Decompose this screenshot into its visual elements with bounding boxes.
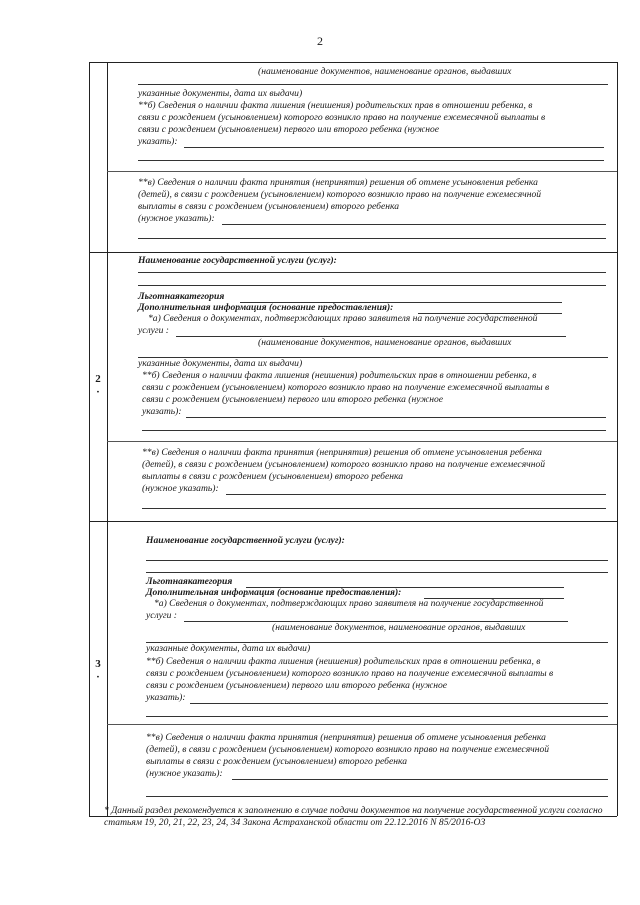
section-divider (107, 441, 617, 442)
category-label: Льготнаякатегория (138, 291, 225, 302)
clause-v-line: (нужное указать): (138, 213, 215, 224)
clause-b-answer-field[interactable] (142, 430, 606, 431)
service-name-label: Наименование государственной услуги (услуг): (146, 535, 345, 546)
clause-b-line: связи с рождением (усыновлением) первого или второго ребенка (нужное (142, 394, 444, 405)
clause-b-answer-field[interactable] (138, 160, 604, 161)
documents-line (138, 84, 608, 85)
clause-b-line: **б) Сведения о наличии факта лишения (неишения) родительских прав в отношении ребенка, в (138, 100, 533, 111)
clause-v-answer-field[interactable] (142, 508, 606, 509)
footnote: * Данный раздел рекомендуется к заполнению в случае подачи документов на получение государственной услуги согласно статьям 19, 20, 21, 22, 23, 24, 34 Закона Астраханской области от 22.12.2016 N 85/2016-ОЗ (104, 805, 603, 828)
clause-b-line: **б) Сведения о наличии факта лишения (неишения) родительских прав в отношении ребенка, в (142, 370, 537, 381)
documents-caption: (наименование документов, наименование органов, выдавших (272, 622, 526, 633)
documents-caption: (наименование документов, наименование органов, выдавших (258, 66, 512, 77)
clause-b-line: связи с рождением (усыновлением) которого возникло право на получение ежемесячной выплаты в (146, 668, 554, 679)
service-name-field[interactable] (146, 560, 608, 561)
clause-b-answer-field[interactable] (184, 147, 604, 148)
table-column-divider (107, 62, 108, 816)
row-number: 2 (95, 373, 101, 385)
clause-v-answer-field[interactable] (146, 796, 608, 797)
clause-v-line: (детей), в связи с рождением (усыновлением) которого возникло право на получение ежемесячной (142, 459, 546, 470)
clause-v-line: (нужное указать): (146, 768, 223, 779)
clause-b-line: связи с рождением (усыновлением) которого возникло право на получение ежемесячной выплаты в (138, 112, 546, 123)
row-divider (89, 521, 617, 522)
clause-v-answer-field[interactable] (226, 494, 606, 495)
documents-caption-end: указанные документы, дата их выдачи) (146, 643, 311, 654)
service-name-label: Наименование государственной услуги (услуг): (138, 255, 337, 266)
documents-caption: (наименование документов, наименование органов, выдавших (258, 337, 512, 348)
clause-v-line: выплаты в связи с рождением (усыновлением) второго ребенка (138, 201, 400, 212)
clause-b-line: указать): (146, 692, 186, 703)
page-number: 2 (317, 34, 323, 48)
service-name-field[interactable] (138, 285, 606, 286)
clause-a-line: услуги : (138, 325, 169, 336)
clause-a-line: *а) Сведения о документах, подтверждающих право заявителя на получение государственной (154, 598, 544, 609)
clause-b-line: связи с рождением (усыновлением) которого возникло право на получение ежемесячной выплаты в (142, 382, 550, 393)
clause-b-answer-field[interactable] (146, 716, 608, 717)
section-divider (107, 724, 617, 725)
clause-a-line: услуги : (146, 610, 177, 621)
clause-v-line: **в) Сведения о наличии факта принятия (непринятия) решения об отмене усыновления ребенка (142, 447, 542, 458)
clause-b-line: **б) Сведения о наличии факта лишения (неишения) родительских прав в отношении ребенка, в (146, 656, 541, 667)
category-label: Льготнаякатегория (146, 576, 233, 587)
row-number-dot: · (96, 671, 100, 683)
table-border-top (89, 62, 617, 63)
row-number-dot: · (96, 386, 100, 398)
clause-v-line: (детей), в связи с рождением (усыновлением) которого возникло право на получение ежемесячной (138, 189, 542, 200)
clause-v-answer-field[interactable] (222, 224, 606, 225)
clause-b-line: указать): (142, 406, 182, 417)
section-divider (107, 171, 617, 172)
row-divider (89, 252, 617, 253)
table-border-left (89, 62, 90, 816)
clause-b-answer-field[interactable] (186, 417, 606, 418)
clause-v-line: (нужное указать): (142, 483, 219, 494)
clause-b-line: указать): (138, 136, 178, 147)
clause-b-line: связи с рождением (усыновлением) первого или второго ребенка (нужное (146, 680, 448, 691)
clause-v-answer-field[interactable] (138, 238, 606, 239)
clause-v-line: выплаты в связи с рождением (усыновлением) второго ребенка (142, 471, 404, 482)
clause-b-line: связи с рождением (усыновлением) первого или второго ребенка (нужное (138, 124, 440, 135)
service-name-field[interactable] (138, 272, 606, 273)
service-name-field[interactable] (146, 572, 608, 573)
additional-info-label: Дополнительная информация (основание предоставления): (146, 587, 402, 598)
clause-v-line: выплаты в связи с рождением (усыновлением) второго ребенка (146, 756, 408, 767)
table-border-right (617, 62, 618, 816)
clause-v-line: **в) Сведения о наличии факта принятия (непринятия) решения об отмене усыновления ребенка (146, 732, 546, 743)
clause-v-line: **в) Сведения о наличии факта принятия (непринятия) решения об отмене усыновления ребенка (138, 177, 538, 188)
clause-b-answer-field[interactable] (190, 703, 608, 704)
clause-a-line: *а) Сведения о документах, подтверждающих право заявителя на получение государственной (148, 313, 538, 324)
documents-caption-end: указанные документы, дата их выдачи) (138, 358, 303, 369)
row-number: 3 (95, 658, 101, 670)
additional-info-label: Дополнительная информация (основание предоставления): (138, 302, 394, 313)
clause-v-line: (детей), в связи с рождением (усыновлением) которого возникло право на получение ежемесячной (146, 744, 550, 755)
clause-v-answer-field[interactable] (232, 779, 608, 780)
documents-caption-end: указанные документы, дата их выдачи) (138, 88, 303, 99)
